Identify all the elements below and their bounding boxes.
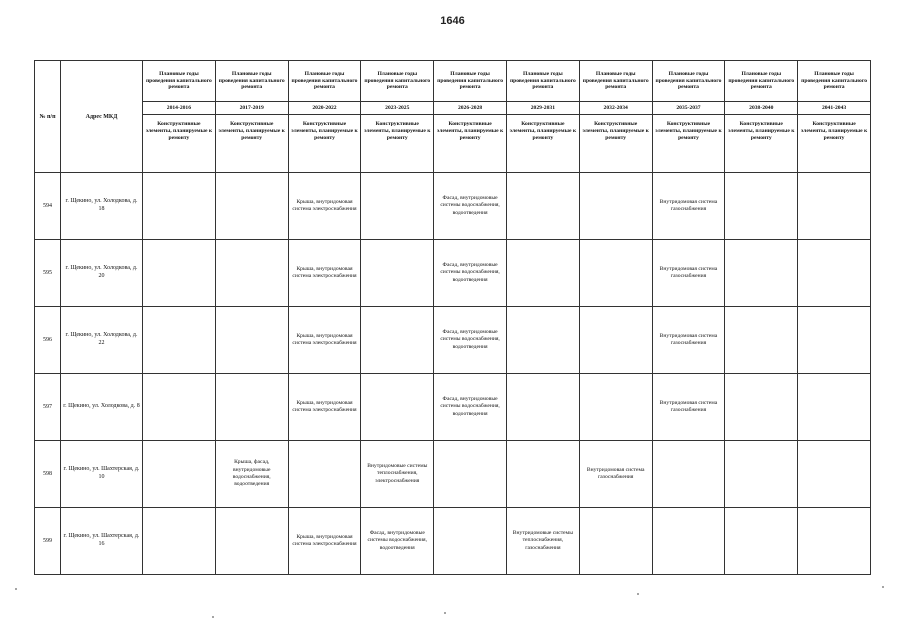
header-plan-label: Плановые годы проведения капитального ремонта [725, 61, 798, 102]
row-number: 595 [35, 240, 61, 307]
header-plan-label: Плановые годы проведения капитального ремонта [798, 61, 871, 102]
row-address: г. Щекино, ул. Холодкова, д. 18 [61, 173, 143, 240]
row-elements-cell [506, 441, 579, 508]
row-elements-cell [579, 307, 652, 374]
header-elements-label: Конструктивные элементы, планируемые к ремонту [652, 115, 725, 173]
repair-schedule-table [34, 60, 871, 575]
header-plan-label: Плановые годы проведения капитального ремонта [579, 61, 652, 102]
row-elements-cell [798, 374, 871, 441]
row-number: 597 [35, 374, 61, 441]
table-row [35, 307, 871, 374]
table-row [35, 240, 871, 307]
table-header [35, 61, 871, 173]
row-elements-cell [652, 441, 725, 508]
scan-speck [882, 586, 884, 588]
header-year-range: 2020-2022 [288, 102, 361, 115]
table-row [35, 173, 871, 240]
row-elements-cell: Фасад, внутридомовые системы водоснабжения, водоотведения [434, 307, 507, 374]
row-elements-cell [725, 240, 798, 307]
row-address: г. Щекино, ул. Шахтерская, д. 16 [61, 508, 143, 575]
row-elements-cell [506, 374, 579, 441]
header-elements-label: Конструктивные элементы, планируемые к ремонту [798, 115, 871, 173]
row-elements-cell [798, 508, 871, 575]
row-elements-cell: Крыша, внутридомовая система электроснабжения [288, 508, 361, 575]
header-row-plan [35, 61, 871, 102]
row-elements-cell [725, 374, 798, 441]
row-elements-cell [506, 240, 579, 307]
row-elements-cell: Внутридомовые системы теплоснабжения, электроснабжения [361, 441, 434, 508]
header-elements-label: Конструктивные элементы, планируемые к ремонту [725, 115, 798, 173]
row-elements-cell [579, 374, 652, 441]
row-elements-cell: Крыша, внутридомовая система электроснабжения [288, 374, 361, 441]
row-elements-cell: Крыша, внутридомовая система электроснабжения [288, 307, 361, 374]
header-plan-label: Плановые годы проведения капитального ремонта [652, 61, 725, 102]
header-plan-label: Плановые годы проведения капитального ремонта [506, 61, 579, 102]
row-elements-cell: Внутридомовая система газоснабжения [652, 307, 725, 374]
header-plan-label: Плановые годы проведения капитального ремонта [143, 61, 216, 102]
row-address: г. Щекино, ул. Шахтерская, д. 10 [61, 441, 143, 508]
header-plan-label: Плановые годы проведения капитального ремонта [288, 61, 361, 102]
row-elements-cell [361, 240, 434, 307]
row-elements-cell [798, 240, 871, 307]
row-elements-cell: Фасад, внутридомовые системы водоснабжения, водоотведения [434, 374, 507, 441]
row-elements-cell [143, 508, 216, 575]
row-elements-cell [143, 173, 216, 240]
row-elements-cell [579, 173, 652, 240]
header-plan-label: Плановые годы проведения капитального ремонта [434, 61, 507, 102]
table-row [35, 441, 871, 508]
page-number: 1646 [440, 15, 465, 27]
row-elements-cell: Внутридомовая система газоснабжения [652, 173, 725, 240]
row-elements-cell [215, 374, 288, 441]
row-elements-cell [725, 307, 798, 374]
header-row-years [35, 102, 871, 115]
row-address: г. Щекино, ул. Холодкова, д. 20 [61, 240, 143, 307]
row-elements-cell [143, 240, 216, 307]
header-elements-label: Конструктивные элементы, планируемые к ремонту [506, 115, 579, 173]
header-plan-label: Плановые годы проведения капитального ремонта [361, 61, 434, 102]
row-elements-cell [725, 173, 798, 240]
row-elements-cell: Внутридомовая система газоснабжения [652, 240, 725, 307]
header-elements-label: Конструктивные элементы, планируемые к ремонту [288, 115, 361, 173]
row-number: 596 [35, 307, 61, 374]
row-elements-cell [652, 508, 725, 575]
row-elements-cell [143, 374, 216, 441]
row-elements-cell [215, 240, 288, 307]
header-elements-label: Конструктивные элементы, планируемые к ремонту [215, 115, 288, 173]
header-year-range: 2041-2043 [798, 102, 871, 115]
row-elements-cell [798, 173, 871, 240]
row-elements-cell: Фасад, внутридомовые системы водоснабжения, водоотведения [361, 508, 434, 575]
row-elements-cell [725, 508, 798, 575]
header-year-range: 2014-2016 [143, 102, 216, 115]
row-number: 598 [35, 441, 61, 508]
header-year-range: 2026-2028 [434, 102, 507, 115]
table-row [35, 374, 871, 441]
row-elements-cell: Внутридомовая система газоснабжения [579, 441, 652, 508]
header-year-range: 2023-2025 [361, 102, 434, 115]
row-elements-cell [143, 307, 216, 374]
header-elements-label: Конструктивные элементы, планируемые к ремонту [143, 115, 216, 173]
header-year-range: 2029-2031 [506, 102, 579, 115]
row-elements-cell [215, 173, 288, 240]
scan-speck [212, 616, 214, 618]
row-elements-cell [579, 508, 652, 575]
row-elements-cell [143, 441, 216, 508]
row-number: 594 [35, 173, 61, 240]
row-address: г. Щекино, ул. Холодкова, д. 22 [61, 307, 143, 374]
row-elements-cell [506, 307, 579, 374]
scan-speck [637, 593, 639, 595]
row-elements-cell [798, 307, 871, 374]
header-year-range: 2017-2019 [215, 102, 288, 115]
row-elements-cell [506, 173, 579, 240]
row-elements-cell [361, 173, 434, 240]
header-elements-label: Конструктивные элементы, планируемые к ремонту [434, 115, 507, 173]
row-elements-cell [725, 441, 798, 508]
table-row [35, 508, 871, 575]
header-year-range: 2032-2034 [579, 102, 652, 115]
row-elements-cell [215, 307, 288, 374]
row-elements-cell: Внутридомовые системы теплоснабжения, газоснабжения [506, 508, 579, 575]
row-elements-cell: Крыша, внутридомовая система электроснабжения [288, 240, 361, 307]
scan-speck [444, 612, 446, 614]
row-elements-cell: Фасад, внутридомовые системы водоснабжения, водоотведения [434, 240, 507, 307]
row-elements-cell [798, 441, 871, 508]
row-elements-cell: Фасад, внутридомовые системы водоснабжения, водоотведения [434, 173, 507, 240]
header-elements-label: Конструктивные элементы, планируемые к ремонту [579, 115, 652, 173]
header-year-range: 2035-2037 [652, 102, 725, 115]
row-elements-cell [361, 307, 434, 374]
table-body [35, 173, 871, 575]
header-elements-label: Конструктивные элементы, планируемые к ремонту [361, 115, 434, 173]
header-num: № п/п [35, 61, 61, 173]
scan-speck [15, 588, 17, 590]
header-year-range: 2038-2040 [725, 102, 798, 115]
row-address: г. Щекино, ул. Холодкова, д. 8 [61, 374, 143, 441]
row-elements-cell [288, 441, 361, 508]
header-row-elements [35, 115, 871, 173]
row-elements-cell [579, 240, 652, 307]
header-address: Адрес МКД [61, 61, 143, 173]
header-plan-label: Плановые годы проведения капитального ремонта [215, 61, 288, 102]
row-elements-cell: Крыша, фасад, внутридомовые водоснабжения, водоотведения [215, 441, 288, 508]
row-number: 599 [35, 508, 61, 575]
row-elements-cell: Крыша, внутридомовая система электроснабжения [288, 173, 361, 240]
row-elements-cell [215, 508, 288, 575]
row-elements-cell [434, 508, 507, 575]
row-elements-cell [434, 441, 507, 508]
row-elements-cell [361, 374, 434, 441]
row-elements-cell: Внутридомовая система газоснабжения [652, 374, 725, 441]
